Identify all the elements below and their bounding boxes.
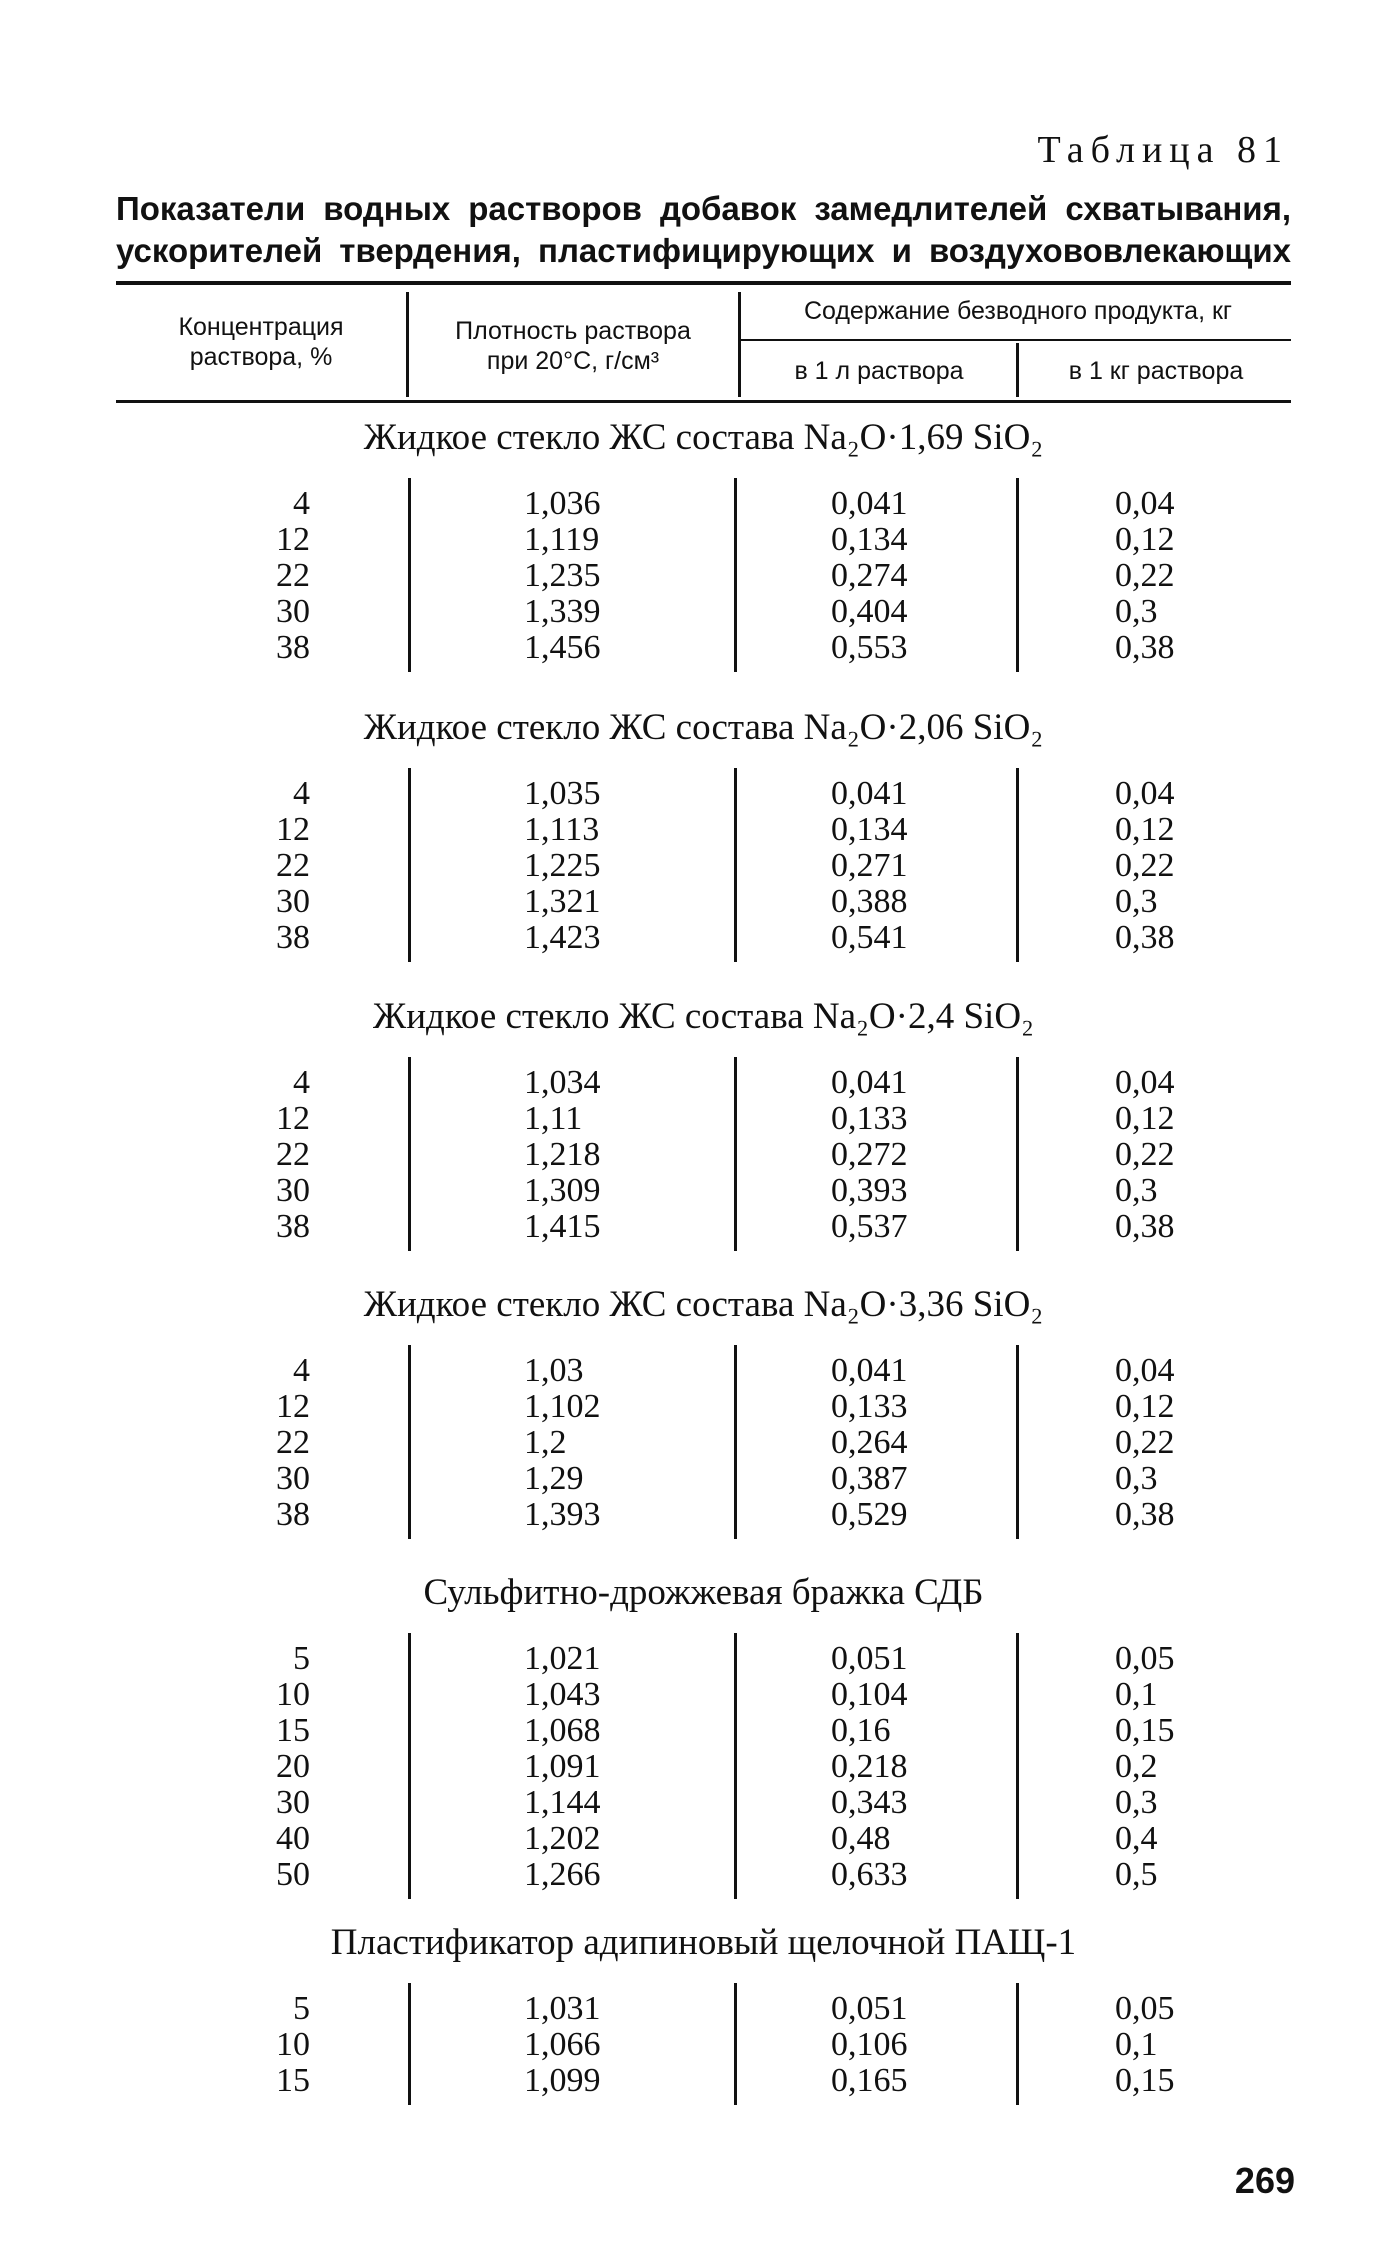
per-liter-cell: 0,133 bbox=[831, 1100, 908, 1137]
per-liter-cell: 0,529 bbox=[831, 1496, 908, 1533]
per-kg-cell: 0,38 bbox=[1115, 1208, 1175, 1245]
per-kg-cell: 0,12 bbox=[1115, 811, 1175, 848]
density-cell: 1,035 bbox=[524, 775, 601, 812]
per-liter-cell: 0,165 bbox=[831, 2062, 908, 2099]
section-title: Сульфитно-дрожжевая бражка СДБ bbox=[423, 1572, 984, 1613]
per-kg-cell: 0,22 bbox=[1115, 1424, 1175, 1461]
density-cell: 1,2 bbox=[524, 1424, 567, 1461]
header-divider-3 bbox=[1016, 343, 1019, 397]
density-cell: 1,099 bbox=[524, 2062, 601, 2099]
table-section bbox=[116, 702, 1291, 956]
table-row bbox=[116, 1991, 1291, 2027]
per-liter-cell: 0,633 bbox=[831, 1856, 908, 1893]
per-kg-cell: 0,12 bbox=[1115, 1100, 1175, 1137]
density-cell: 1,456 bbox=[524, 629, 601, 666]
concentration-cell: 50 bbox=[276, 1856, 310, 1893]
density-cell: 1,393 bbox=[524, 1496, 601, 1533]
table-row bbox=[116, 1641, 1291, 1677]
header-concentration-line-2: раствора, % bbox=[189, 343, 333, 371]
density-cell: 1,021 bbox=[524, 1640, 601, 1677]
per-kg-cell: 0,12 bbox=[1115, 521, 1175, 558]
density-cell: 1,235 bbox=[524, 557, 601, 594]
per-liter-cell: 0,48 bbox=[831, 1820, 891, 1857]
per-kg-cell: 0,38 bbox=[1115, 919, 1175, 956]
density-cell: 1,339 bbox=[524, 593, 601, 630]
table-row bbox=[116, 2027, 1291, 2063]
density-cell: 1,423 bbox=[524, 919, 601, 956]
table-row bbox=[116, 1821, 1291, 1857]
table-row bbox=[116, 1857, 1291, 1893]
section-title: Жидкое стекло ЖС состава Na₂O·2,06 SiO₂ bbox=[363, 707, 1044, 748]
table-row bbox=[116, 884, 1291, 920]
per-liter-cell: 0,264 bbox=[831, 1424, 908, 1461]
header-density bbox=[410, 316, 736, 376]
per-liter-cell: 0,387 bbox=[831, 1460, 908, 1497]
header-concentration-line-1: Концентрация bbox=[178, 313, 344, 341]
table-row bbox=[116, 1065, 1291, 1101]
concentration-cell: 12 bbox=[276, 811, 310, 848]
section-title: Пластификатор адипиновый щелочной ПАЩ-1 bbox=[330, 1922, 1077, 1963]
header-density-line-1: Плотность раствора bbox=[455, 317, 691, 345]
table-row bbox=[116, 920, 1291, 956]
section-title: Жидкое стекло ЖС состава Na₂O·2,4 SiO₂ bbox=[373, 996, 1034, 1037]
density-cell: 1,031 bbox=[524, 1990, 601, 2027]
per-liter-cell: 0,104 bbox=[831, 1676, 908, 1713]
concentration-cell: 30 bbox=[276, 883, 310, 920]
per-kg-cell: 0,1 bbox=[1115, 1676, 1158, 1713]
density-cell: 1,218 bbox=[524, 1136, 601, 1173]
density-cell: 1,29 bbox=[524, 1460, 584, 1497]
per-kg-cell: 0,3 bbox=[1115, 1172, 1158, 1209]
concentration-cell: 10 bbox=[276, 2026, 310, 2063]
table-row bbox=[116, 1461, 1291, 1497]
density-cell: 1,102 bbox=[524, 1388, 601, 1425]
section-title: Жидкое стекло ЖС состава Na₂O·3,36 SiO₂ bbox=[363, 1284, 1044, 1325]
per-kg-cell: 0,04 bbox=[1115, 1352, 1175, 1389]
per-liter-cell: 0,041 bbox=[831, 1352, 908, 1389]
table-row bbox=[116, 1137, 1291, 1173]
table-row bbox=[116, 1713, 1291, 1749]
column-divider bbox=[1016, 478, 1019, 672]
table-section bbox=[116, 991, 1291, 1245]
column-divider bbox=[1016, 1633, 1019, 1899]
per-kg-cell: 0,04 bbox=[1115, 485, 1175, 522]
section-rows bbox=[116, 1641, 1291, 1893]
column-divider bbox=[1016, 768, 1019, 962]
per-kg-cell: 0,12 bbox=[1115, 1388, 1175, 1425]
header-content: Содержание безводного продукта, кг bbox=[803, 297, 1233, 325]
density-cell: 1,043 bbox=[524, 1676, 601, 1713]
density-cell: 1,144 bbox=[524, 1784, 601, 1821]
table-row bbox=[116, 776, 1291, 812]
per-kg-cell: 0,15 bbox=[1115, 2062, 1175, 2099]
per-liter-cell: 0,537 bbox=[831, 1208, 908, 1245]
per-liter-cell: 0,041 bbox=[831, 1064, 908, 1101]
header-per-kg: в 1 кг раствора bbox=[1068, 357, 1244, 385]
table-row bbox=[116, 1101, 1291, 1137]
concentration-cell: 38 bbox=[276, 1496, 310, 1533]
concentration-cell: 20 bbox=[276, 1748, 310, 1785]
per-kg-cell: 0,3 bbox=[1115, 883, 1158, 920]
table-section bbox=[116, 1567, 1291, 1893]
section-rows bbox=[116, 1991, 1291, 2099]
concentration-cell: 5 bbox=[293, 1640, 310, 1677]
table-row bbox=[116, 1425, 1291, 1461]
density-cell: 1,321 bbox=[524, 883, 601, 920]
concentration-cell: 4 bbox=[293, 1064, 310, 1101]
density-cell: 1,225 bbox=[524, 847, 601, 884]
concentration-cell: 38 bbox=[276, 629, 310, 666]
per-liter-cell: 0,541 bbox=[831, 919, 908, 956]
table-row bbox=[116, 1785, 1291, 1821]
concentration-cell: 12 bbox=[276, 1100, 310, 1137]
per-kg-cell: 0,05 bbox=[1115, 1990, 1175, 2027]
concentration-cell: 40 bbox=[276, 1820, 310, 1857]
concentration-cell: 5 bbox=[293, 1990, 310, 2027]
concentration-cell: 10 bbox=[276, 1676, 310, 1713]
per-liter-cell: 0,388 bbox=[831, 883, 908, 920]
concentration-cell: 4 bbox=[293, 485, 310, 522]
per-liter-cell: 0,393 bbox=[831, 1172, 908, 1209]
section-rows bbox=[116, 776, 1291, 956]
per-liter-cell: 0,343 bbox=[831, 1784, 908, 1821]
per-liter-cell: 0,553 bbox=[831, 629, 908, 666]
table-row bbox=[116, 812, 1291, 848]
column-divider bbox=[734, 1633, 737, 1899]
density-cell: 1,266 bbox=[524, 1856, 601, 1893]
concentration-cell: 22 bbox=[276, 1136, 310, 1173]
section-rows bbox=[116, 1353, 1291, 1533]
concentration-cell: 30 bbox=[276, 1460, 310, 1497]
density-cell: 1,03 bbox=[524, 1352, 584, 1389]
column-divider bbox=[734, 1983, 737, 2105]
header-divider-1 bbox=[406, 292, 409, 397]
per-kg-cell: 0,2 bbox=[1115, 1748, 1158, 1785]
per-liter-cell: 0,134 bbox=[831, 521, 908, 558]
per-kg-cell: 0,22 bbox=[1115, 847, 1175, 884]
per-liter-cell: 0,16 bbox=[831, 1712, 891, 1749]
density-cell: 1,202 bbox=[524, 1820, 601, 1857]
page-number: 269 bbox=[1234, 2160, 1295, 2201]
header-divider-2 bbox=[738, 292, 741, 397]
table-section bbox=[116, 1917, 1291, 2099]
header-top-rule bbox=[116, 281, 1291, 285]
concentration-cell: 38 bbox=[276, 1208, 310, 1245]
column-divider bbox=[734, 478, 737, 672]
section-rows bbox=[116, 486, 1291, 666]
column-divider bbox=[408, 768, 411, 962]
header-concentration bbox=[116, 312, 406, 372]
per-liter-cell: 0,272 bbox=[831, 1136, 908, 1173]
column-divider bbox=[408, 478, 411, 672]
concentration-cell: 12 bbox=[276, 1388, 310, 1425]
per-kg-cell: 0,05 bbox=[1115, 1640, 1175, 1677]
header-subdivider bbox=[740, 339, 1291, 341]
per-kg-cell: 0,15 bbox=[1115, 1712, 1175, 1749]
concentration-cell: 30 bbox=[276, 1784, 310, 1821]
density-cell: 1,119 bbox=[524, 521, 600, 558]
per-liter-cell: 0,133 bbox=[831, 1388, 908, 1425]
table-section bbox=[116, 1279, 1291, 1533]
table-row bbox=[116, 1497, 1291, 1533]
column-divider bbox=[1016, 1345, 1019, 1539]
concentration-cell: 22 bbox=[276, 1424, 310, 1461]
column-divider bbox=[408, 1345, 411, 1539]
table-row bbox=[116, 486, 1291, 522]
table-row bbox=[116, 1749, 1291, 1785]
per-kg-cell: 0,22 bbox=[1115, 1136, 1175, 1173]
density-cell: 1,113 bbox=[524, 811, 600, 848]
table-row bbox=[116, 594, 1291, 630]
column-divider bbox=[734, 1345, 737, 1539]
concentration-cell: 30 bbox=[276, 1172, 310, 1209]
table-row bbox=[116, 848, 1291, 884]
per-kg-cell: 0,38 bbox=[1115, 629, 1175, 666]
density-cell: 1,066 bbox=[524, 2026, 601, 2063]
per-kg-cell: 0,4 bbox=[1115, 1820, 1158, 1857]
per-kg-cell: 0,04 bbox=[1115, 1064, 1175, 1101]
table-row bbox=[116, 1209, 1291, 1245]
density-cell: 1,309 bbox=[524, 1172, 601, 1209]
per-liter-cell: 0,404 bbox=[831, 593, 908, 630]
per-liter-cell: 0,274 bbox=[831, 557, 908, 594]
concentration-cell: 22 bbox=[276, 557, 310, 594]
per-liter-cell: 0,106 bbox=[831, 2026, 908, 2063]
concentration-cell: 22 bbox=[276, 847, 310, 884]
concentration-cell: 12 bbox=[276, 521, 310, 558]
table-section bbox=[116, 412, 1291, 666]
per-liter-cell: 0,041 bbox=[831, 775, 908, 812]
density-cell: 1,415 bbox=[524, 1208, 601, 1245]
concentration-cell: 38 bbox=[276, 919, 310, 956]
column-divider bbox=[1016, 1057, 1019, 1251]
table-row bbox=[116, 2063, 1291, 2099]
column-divider bbox=[734, 1057, 737, 1251]
per-kg-cell: 0,3 bbox=[1115, 593, 1158, 630]
table-row bbox=[116, 558, 1291, 594]
concentration-cell: 4 bbox=[293, 1352, 310, 1389]
table-row bbox=[116, 630, 1291, 666]
concentration-cell: 15 bbox=[276, 1712, 310, 1749]
per-liter-cell: 0,051 bbox=[831, 1990, 908, 2027]
concentration-cell: 30 bbox=[276, 593, 310, 630]
per-kg-cell: 0,3 bbox=[1115, 1784, 1158, 1821]
header-density-line-2: при 20°С, г/см³ bbox=[486, 347, 660, 375]
per-kg-cell: 0,3 bbox=[1115, 1460, 1158, 1497]
table-row bbox=[116, 1677, 1291, 1713]
column-divider bbox=[1016, 1983, 1019, 2105]
header-bottom-rule bbox=[116, 400, 1291, 403]
density-cell: 1,034 bbox=[524, 1064, 601, 1101]
per-liter-cell: 0,051 bbox=[831, 1640, 908, 1677]
per-kg-cell: 0,22 bbox=[1115, 557, 1175, 594]
per-liter-cell: 0,041 bbox=[831, 485, 908, 522]
column-divider bbox=[408, 1633, 411, 1899]
column-divider bbox=[408, 1057, 411, 1251]
per-kg-cell: 0,38 bbox=[1115, 1496, 1175, 1533]
per-liter-cell: 0,271 bbox=[831, 847, 908, 884]
table-row bbox=[116, 522, 1291, 558]
density-cell: 1,068 bbox=[524, 1712, 601, 1749]
per-kg-cell: 0,04 bbox=[1115, 775, 1175, 812]
table-row bbox=[116, 1353, 1291, 1389]
density-cell: 1,091 bbox=[524, 1748, 601, 1785]
concentration-cell: 4 bbox=[293, 775, 310, 812]
caption-line-2: ускорителей твердения, пластифицирующих и воздухововлекающих bbox=[116, 232, 1291, 269]
table-caption bbox=[116, 188, 1291, 272]
section-title: Жидкое стекло ЖС состава Na₂O·1,69 SiO₂ bbox=[363, 417, 1044, 458]
caption-line-1: Показатели водных растворов добавок замедлителей схватывания, bbox=[116, 190, 1291, 227]
per-kg-cell: 0,5 bbox=[1115, 1856, 1158, 1893]
table-row bbox=[116, 1173, 1291, 1209]
header-per-liter: в 1 л раствора bbox=[794, 357, 964, 385]
per-liter-cell: 0,134 bbox=[831, 811, 908, 848]
concentration-cell: 15 bbox=[276, 2062, 310, 2099]
density-cell: 1,11 bbox=[524, 1100, 583, 1137]
per-kg-cell: 0,1 bbox=[1115, 2026, 1158, 2063]
section-rows bbox=[116, 1065, 1291, 1245]
column-divider bbox=[408, 1983, 411, 2105]
table-row bbox=[116, 1389, 1291, 1425]
column-divider bbox=[734, 768, 737, 962]
per-liter-cell: 0,218 bbox=[831, 1748, 908, 1785]
table-label: Таблица 81 bbox=[1037, 129, 1289, 171]
density-cell: 1,036 bbox=[524, 485, 601, 522]
